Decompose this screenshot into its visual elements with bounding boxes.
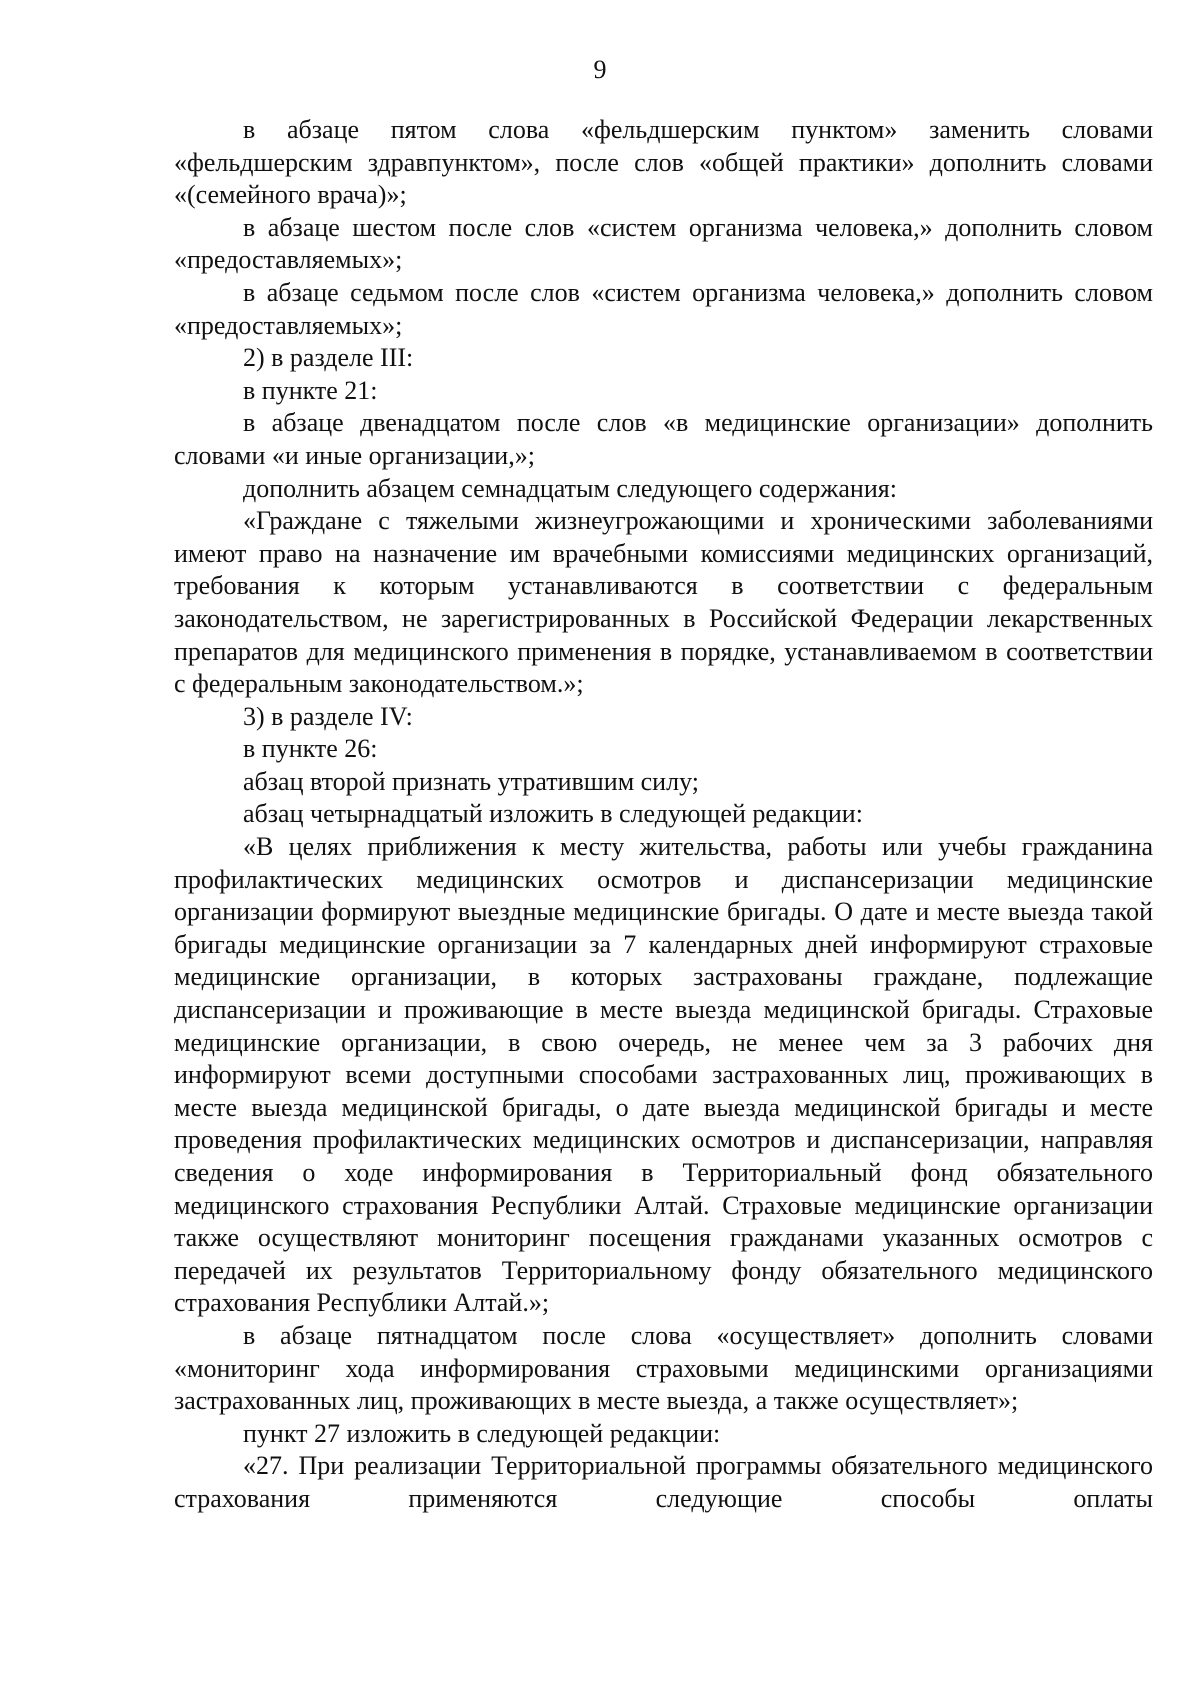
paragraph: в абзаце пятом слова «фельдшерским пунктом» заменить словами «фельдшерским здравпунктом», после слов «общей практики» дополнить словами «(семейного врача)»; — [174, 115, 1153, 210]
paragraph: в абзаце пятнадцатом после слова «осуществляет» дополнить словами «мониторинг хода информирования страховыми медицинскими организациями застрахованных лиц, проживающих в месте выезда, а также осуществляет»; — [174, 1320, 1153, 1416]
paragraph: абзац второй признать утратившим силу; — [243, 766, 699, 796]
paragraph: пункт 27 изложить в следующей редакции: — [243, 1418, 721, 1448]
paragraph: «В целях приближения к месту жительства, работы или учебы гражданина профилактических медицинских осмотров и диспансеризации медицинские организации формируют выездные медицинские бригады. О дате и месте выезда такой бригады медицинские организации за 7 календарных дней информируют страховые медицинские организации, в которых застрахованы граждане, подлежащие диспансеризации и проживающие в месте выезда медицинской бригады. Страховые медицинские организации, в свою очередь, не менее чем за 3 рабочих дня информируют всеми доступными способами застрахованных лиц, проживающих в месте выезда медицинской бригады, о дате выезда медицинской бригады и месте проведения профилактических медицинских осмотров и диспансеризации, направляя сведения о ходе информирования в Территориальный фонд обязательного медицинского страхования Республики Алтай. Страховые медицинские организации также осуществляют мониторинг посещения гражданами указанных осмотров с передачей их результатов Территориальному фонду обязательного медицинского страхования Республики Алтай.»; — [174, 832, 1153, 1318]
paragraph: «Граждане с тяжелыми жизнеугрожающими и хроническими заболеваниями имеют право на назначение им врачебными комиссиями медицинских организаций, требования к которым устанавливаются в соответствии с федеральным законодательством, не зарегистрированных в Российской Федерации лекарственных препаратов для медицинского применения в порядке, устанавливаемом в соответствии с федеральным законодательством.»; — [174, 506, 1153, 699]
paragraph-continued: «27. При реализации Территориальной программы обязательного медицинского страхования применяются следующие способы оплаты — [174, 1451, 1153, 1513]
paragraph: абзац четырнадцатый изложить в следующей редакции: — [243, 799, 863, 829]
document-body — [174, 114, 1153, 1516]
paragraph: 3) в разделе IV: — [243, 701, 413, 731]
paragraph: в пункте 26: — [243, 734, 378, 764]
page-number: 9 — [593, 55, 607, 84]
paragraph: дополнить абзацем семнадцатым следующего содержания: — [243, 473, 897, 503]
paragraph: в абзаце двенадцатом после слов «в медицинские организации» дополнить словами «и иные организации,»; — [174, 408, 1153, 470]
paragraph: в абзаце седьмом после слов «систем организма человека,» дополнить словом «предоставляемых»; — [174, 277, 1153, 340]
paragraph: в абзаце шестом после слов «систем организма человека,» дополнить словом «предоставляемых»; — [174, 212, 1153, 275]
paragraph: в пункте 21: — [243, 375, 378, 405]
paragraph: 2) в разделе III: — [243, 343, 414, 373]
